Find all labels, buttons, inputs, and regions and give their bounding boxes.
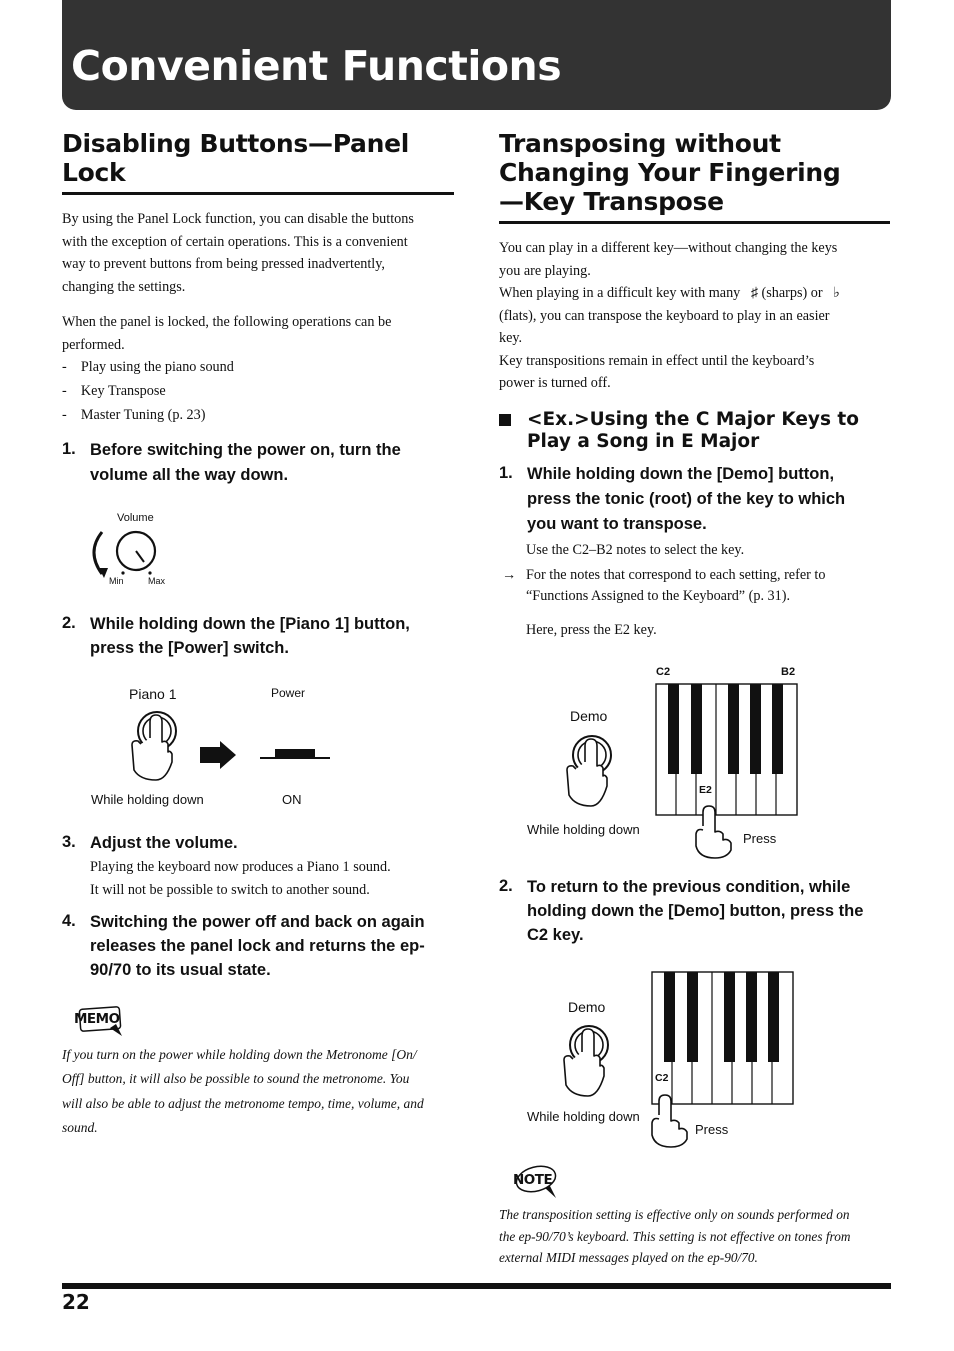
memo-text: Off] button, it will also be possible to sound the metronome. You — [62, 1071, 410, 1086]
step-text: Adjust the volume. — [90, 834, 238, 852]
step-text: press the tonic (root) of the key to which — [527, 490, 846, 508]
step-text: Before switching the power on, turn the — [90, 441, 401, 459]
volume-max: Max — [148, 576, 166, 586]
step-text: C2 key. — [527, 926, 584, 944]
step-number: 2. — [62, 614, 76, 632]
page-number: 22 — [62, 1290, 90, 1314]
sharps-line — [499, 282, 840, 305]
memo-text: sound. — [62, 1120, 98, 1135]
memo-label: MEMO — [74, 1011, 120, 1027]
flat-icon: ♭ — [833, 285, 840, 301]
list-item: - Master Tuning (p. 23) — [62, 407, 206, 423]
operation-text: Key Transpose — [80, 383, 166, 399]
example-heading: <Ex.>Using the C Major Keys to — [527, 409, 859, 430]
step-number: 1. — [62, 440, 76, 458]
heading-rule — [499, 221, 890, 224]
note-icon — [499, 0, 500, 1]
note-text: external MIDI messages played on the ep-90/70. — [499, 1250, 758, 1265]
step-text: To return to the previous condition, while — [527, 878, 851, 896]
demo-label: Demo — [568, 999, 606, 1015]
demo-label: Demo — [570, 708, 608, 724]
power-label: Power — [271, 686, 306, 700]
memo-text: will also be able to adjust the metronome tempo, time, volume, and — [62, 1096, 424, 1111]
step-text: 90/70 to its usual state. — [90, 961, 271, 979]
step-text: While holding down the [Demo] button, — [527, 465, 835, 483]
panel-lock-heading: Disabling Buttons—Panel — [62, 129, 410, 158]
transpose-heading: —Key Transpose — [499, 187, 724, 216]
step-body: Use the C2–B2 notes to select the key. — [526, 542, 745, 558]
step-body: It will not be possible to switch to another sound. — [90, 882, 370, 898]
operation-text: Master Tuning (p. 23) — [80, 407, 206, 423]
refer-text: “Functions Assigned to the Keyboard” (p. 31). — [526, 588, 790, 604]
transpose-heading: Changing Your Fingering — [499, 158, 841, 187]
refer-text: For the notes that correspond to each setting, refer to — [526, 567, 826, 583]
step-text: releases the panel lock and returns the ep- — [90, 937, 425, 955]
step-text: holding down the [Demo] button, press the — [527, 902, 864, 920]
holding-caption: While holding down — [91, 792, 204, 807]
step-text: press the [Power] switch. — [90, 639, 289, 657]
holding-caption: While holding down — [527, 822, 640, 837]
square-bullet-icon — [499, 414, 511, 426]
volume-label: Volume — [117, 512, 154, 524]
sharp-icon: ♯ — [750, 285, 758, 301]
step-text: While holding down the [Piano 1] button, — [90, 615, 410, 633]
list-item: - Key Transpose — [62, 383, 166, 399]
locked-intro: performed. — [62, 337, 125, 353]
intro-line: key. — [499, 330, 523, 346]
step-body: Playing the keyboard now produces a Piano 1 sound. — [90, 859, 391, 875]
intro-line: you are playing. — [499, 263, 591, 279]
step-text: volume all the way down. — [90, 466, 289, 484]
step-number: 3. — [62, 833, 76, 851]
page-title: Convenient Functions — [71, 42, 562, 90]
c2-key-label: C2 — [655, 1072, 669, 1084]
step-number: 2. — [499, 877, 513, 895]
title-banner — [62, 0, 891, 110]
step-text: Switching the power off and back on again — [90, 913, 425, 931]
intro-line: By using the Panel Lock function, you can disable the buttons — [62, 211, 414, 227]
step-number: 4. — [62, 912, 76, 930]
step-number: 1. — [499, 464, 513, 482]
here-text: Here, press the E2 key. — [526, 622, 657, 638]
intro-line: power is turned off. — [499, 375, 611, 391]
intro-line: changing the settings. — [62, 279, 186, 295]
memo-text: If you turn on the power while holding down the Metronome [On/ — [62, 1047, 417, 1062]
intro-line: (flats), you can transpose the keyboard to play in an easier — [499, 308, 830, 324]
intro-line: Key transpositions remain in effect until the keyboard’s — [499, 353, 815, 369]
example-heading: Play a Song in E Major — [527, 431, 760, 452]
b2-label: B2 — [781, 666, 796, 678]
memo-icon — [62, 0, 63, 1]
step-text: you want to transpose. — [527, 515, 707, 533]
note-text: the ep-90/70’s keyboard. This setting is not effective on tones from — [499, 1229, 851, 1244]
on-caption: ON — [282, 792, 302, 807]
c2-label: C2 — [656, 666, 671, 678]
intro-line: way to prevent buttons from being pressed inadvertently, — [62, 256, 385, 272]
intro-line: with the exception of certain operations. This is a convenient — [62, 234, 408, 250]
panel-lock-heading-2: Lock — [62, 158, 126, 187]
press-caption: Press — [695, 1122, 729, 1137]
operation-text: Play using the piano sound — [80, 359, 234, 375]
heading-rule — [62, 192, 454, 195]
volume-min: Min — [109, 576, 124, 586]
note-label: NOTE — [513, 1172, 553, 1188]
press-caption: Press — [743, 831, 777, 846]
footer-rule — [62, 1283, 891, 1289]
list-item: - Play using the piano sound — [62, 359, 234, 375]
locked-intro: When the panel is locked, the following operations can be — [62, 314, 392, 330]
piano1-label: Piano 1 — [129, 686, 177, 702]
sharps-text: (sharps) or — [761, 285, 823, 301]
note-text: The transposition setting is effective only on sounds performed on — [499, 1207, 850, 1222]
arrow-icon: → — [502, 567, 517, 583]
holding-caption: While holding down — [527, 1109, 640, 1124]
intro-line: You can play in a different key—without changing the keys — [499, 240, 838, 256]
sharps-text: When playing in a difficult key with many — [499, 285, 741, 301]
transpose-heading: Transposing without — [499, 129, 781, 158]
e2-label: E2 — [699, 784, 712, 796]
